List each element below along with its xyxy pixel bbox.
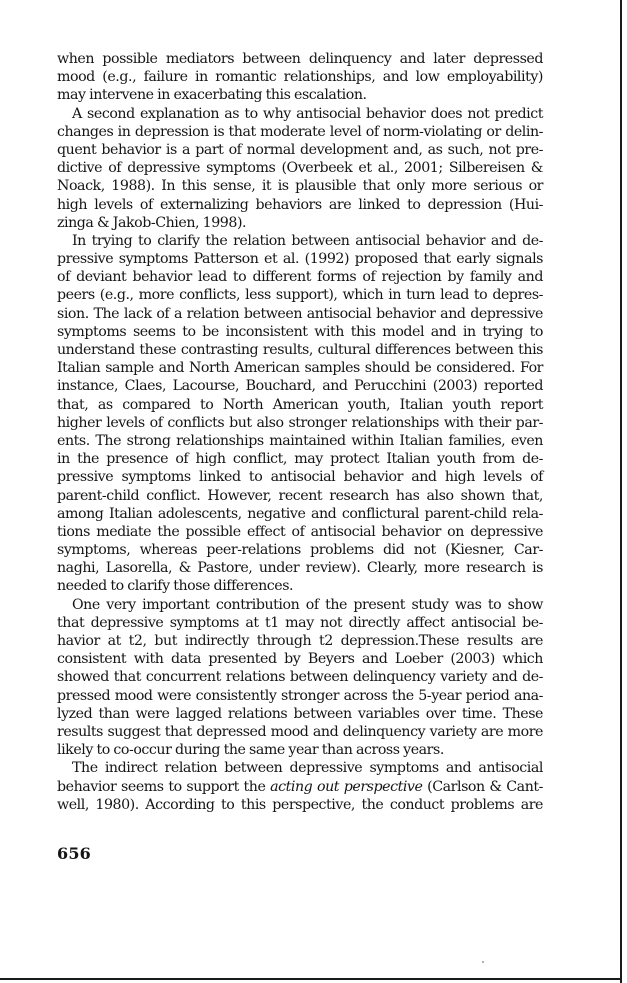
text-line: dictive of depressive symptoms (Overbeek et al., 2001; Silbereisen & [57, 160, 543, 177]
text-line: that depressive symptoms at t1 may not directly affect antisocial be- [57, 614, 543, 631]
text-line: parent-child conflict. However, recent research has also shown that, [57, 487, 543, 504]
text-line: likely to co-occur during the same year than across years. [57, 742, 444, 759]
text-line: consistent with data presented by Beyers and Loeber (2003) which [57, 651, 543, 668]
text-line-with-emphasis [57, 778, 543, 796]
page-frame-right-edge [620, 0, 622, 983]
page-frame-bottom-edge [0, 978, 622, 980]
text-line: understand these contrasting results, cultural differences between this [57, 342, 543, 358]
text-line: zinga & Jakob-Chien, 1998). [57, 214, 247, 231]
text-line: that, as compared to North American youth, Italian youth report [57, 396, 543, 413]
text-line: in the presence of high conflict, may protect Italian youth from de- [57, 451, 543, 468]
text-line: Italian sample and North American samples should be considered. For [57, 360, 543, 377]
text-line: symptoms, whereas peer-relations problems did not (Kiesner, Car- [57, 542, 543, 559]
text-line: quent behavior is a part of normal development and, as such, not pre- [57, 141, 543, 158]
scan-speck [482, 961, 484, 963]
text-line: instance, Claes, Lacourse, Bouchard, and Perucchini (2003) reported [57, 378, 543, 395]
text-line: when possible mediators between delinquency and later depressed [57, 51, 543, 67]
text-line: high levels of externalizing behaviors are linked to depression (Hui- [57, 196, 543, 213]
text-line: sion. The lack of a relation between antisocial behavior and depressive [57, 305, 543, 322]
text-line: mood (e.g., failure in romantic relationships, and low employability) [57, 69, 543, 86]
text-line: of deviant behavior lead to different forms of rejection by family and [57, 269, 543, 286]
text-line: tions mediate the possible effect of antisocial behavior on depressive [57, 523, 543, 540]
text-line: naghi, Lasorella, & Pastore, under review). Clearly, more research is [57, 560, 543, 577]
text-line: among Italian adolescents, negative and conflictural parent-child rela- [57, 505, 543, 522]
text-line: havior at t2, but indirectly through t2 depression.These results are [57, 633, 543, 649]
text-line: lyzed than were lagged relations between variables over time. These [57, 705, 543, 722]
text-line: peers (e.g., more conflicts, less support), which in turn lead to depres- [57, 287, 543, 304]
text-line: symptoms seems to be inconsistent with this model and in trying to [57, 323, 543, 340]
paragraph-first-line: The indirect relation between depressive symptoms and antisocial [72, 760, 543, 777]
text-segment: behavior seems to support the [57, 778, 271, 795]
text-line: may intervene in exacerbating this escalation. [57, 87, 367, 104]
emphasized-term: acting out perspective [270, 778, 423, 795]
text-line: results suggest that depressed mood and delinquency variety are more [57, 723, 543, 740]
paragraph-first-line: A second explanation as to why antisocial behavior does not predict [72, 105, 543, 122]
text-segment: (Carlson & Cant- [422, 778, 543, 795]
paragraph-first-line: In trying to clarify the relation between antisocial behavior and de- [72, 232, 543, 249]
page-number: 656 [57, 844, 91, 863]
body-text [57, 50, 543, 814]
text-line: needed to clarify those differences. [57, 578, 294, 595]
text-line: well, 1980). According to this perspective, the conduct problems are [57, 796, 543, 813]
text-line: pressed mood were consistently stronger across the 5-year period ana- [57, 687, 543, 704]
text-line: pressive symptoms Patterson et al. (1992) proposed that early signals [57, 251, 543, 268]
text-line: pressive symptoms linked to antisocial behavior and high levels of [57, 469, 543, 486]
paragraph-first-line: One very important contribution of the present study was to show [72, 596, 543, 613]
text-line: ents. The strong relationships maintained within Italian families, even [57, 432, 543, 449]
text-line: Noack, 1988). In this sense, it is plausible that only more serious or [57, 178, 543, 195]
text-line: showed that concurrent relations between delinquency variety and de- [57, 669, 543, 686]
text-line: higher levels of conflicts but also stronger relationships with their par- [57, 414, 543, 431]
text-line: changes in depression is that moderate level of norm-violating or delin- [57, 123, 543, 140]
